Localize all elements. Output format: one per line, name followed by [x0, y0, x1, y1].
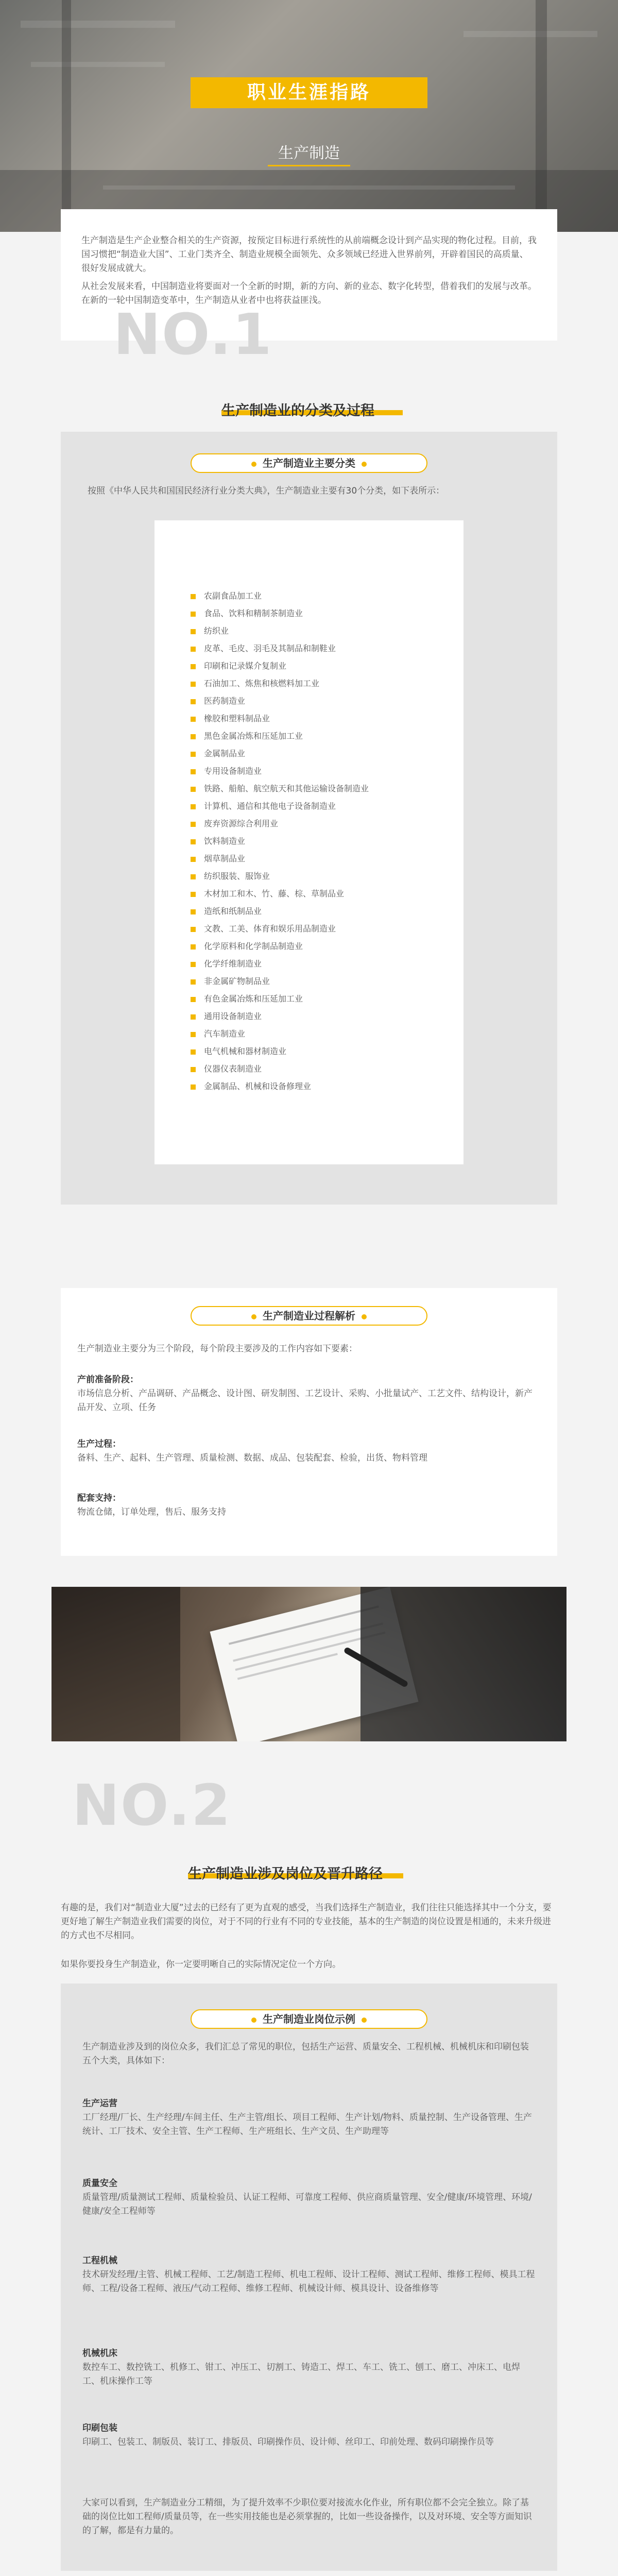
category-label: 铁路、船舶、航空航天和其他运输设备制造业	[204, 784, 369, 793]
category-label: 石油加工、炼焦和核燃料加工业	[204, 679, 320, 688]
category-item	[191, 1025, 458, 1043]
contract-photo	[52, 1587, 566, 1741]
category-label: 饮料制造业	[204, 836, 246, 846]
category-item	[191, 622, 458, 640]
square-bullet-icon	[191, 699, 196, 704]
category-label: 文教、工美、体育和娱乐用品制造业	[204, 924, 336, 934]
category-label: 专用设备制造业	[204, 766, 262, 776]
job-group	[82, 2254, 536, 2296]
category-label: 金属制品、机械和设备修理业	[204, 1081, 312, 1091]
square-bullet-icon	[191, 682, 196, 687]
category-label: 非金属矿物制品业	[204, 976, 270, 986]
square-bullet-icon	[191, 1014, 196, 1020]
category-item	[191, 1043, 458, 1060]
job-group-text: 工厂经理/厂长、生产经理/车间主任、生产主管/组长、项目工程师、生产计划/物料、质量控制、生产设备管理、生产统计、工厂技术、安全主管、生产工程师、生产班组长、生产文员、生产助理等	[82, 2112, 532, 2137]
square-bullet-icon	[191, 874, 196, 879]
subsection-pill	[191, 2009, 427, 2029]
dot-icon	[362, 462, 367, 467]
square-bullet-icon	[191, 629, 196, 634]
square-bullet-icon	[191, 804, 196, 809]
hero-subtitle: 生产制造	[278, 144, 340, 162]
category-label: 烟草制品业	[204, 854, 246, 863]
square-bullet-icon	[191, 752, 196, 757]
category-label: 农副食品加工业	[204, 591, 262, 601]
job-group	[82, 2177, 536, 2218]
job-group-title: 印刷包装	[82, 2423, 117, 2433]
square-bullet-icon	[191, 717, 196, 722]
square-bullet-icon	[191, 892, 196, 897]
square-bullet-icon	[191, 1084, 196, 1090]
category-item	[191, 938, 458, 955]
dot-icon	[251, 2018, 256, 2023]
pill-label: 生产制造业岗位示例	[263, 2013, 355, 2025]
hero-subtitle-underline	[268, 165, 350, 166]
square-bullet-icon	[191, 944, 196, 950]
category-item	[191, 587, 458, 605]
stage-title: 产前准备阶段：	[77, 1375, 139, 1385]
person-left	[52, 1587, 180, 1741]
category-label: 废弃资源综合利用业	[204, 819, 279, 828]
category-item	[191, 973, 458, 990]
job-group-title: 工程机械	[82, 2256, 117, 2266]
category-item	[191, 920, 458, 938]
dot-icon	[362, 2018, 367, 2023]
category-label: 皮革、毛皮、羽毛及其制品和制鞋业	[204, 643, 336, 653]
person-suit	[360, 1587, 566, 1741]
job-group-title: 机械机床	[82, 2348, 117, 2359]
intro-paragraph: 从社会发展来看，中国制造业将要面对一个全新的时期，新的方向、新的业态、数字化转型，借着我们的发展与改革。在新的一轮中国制造变革中，生产制造从业者中也将获益匪浅。	[81, 281, 537, 306]
square-bullet-icon	[191, 647, 196, 652]
subsection-pill	[191, 453, 427, 473]
category-item	[191, 868, 458, 885]
category-item	[191, 815, 458, 833]
category-item	[191, 780, 458, 798]
job-group-title: 生产运营	[82, 2098, 117, 2109]
process-stage	[77, 1437, 541, 1465]
category-label: 造纸和纸制品业	[204, 906, 262, 916]
pill-label: 生产制造业过程解析	[263, 1310, 355, 1322]
square-bullet-icon	[191, 769, 196, 774]
category-item	[191, 710, 458, 727]
category-label: 木材加工和木、竹、藤、棕、草制品业	[204, 889, 345, 899]
category-item	[191, 675, 458, 692]
square-bullet-icon	[191, 664, 196, 669]
category-label: 电气机械和器材制造业	[204, 1046, 287, 1056]
category-item	[191, 657, 458, 675]
square-bullet-icon	[191, 1067, 196, 1072]
category-label: 黑色金属冶炼和压延加工业	[204, 731, 303, 741]
category-label: 橡胶和塑料制品业	[204, 714, 270, 723]
dot-icon	[251, 462, 256, 467]
square-bullet-icon	[191, 594, 196, 599]
hero-title: 职业生涯指路	[247, 82, 371, 103]
square-bullet-icon	[191, 839, 196, 844]
square-bullet-icon	[191, 997, 196, 1002]
section2-lead: 有趣的是，我们对“制造业大厦”过去的已经有了更为直观的感受，当我们选择生产制造业，我们往往只能选择其中一个分支，要更好地了解生产制造业我们需要的岗位，对于不同的行业有不同的专业技能，基本的生产制造的岗位设置是相通的，未来升级进的方式也不尽相同。	[61, 1903, 552, 1941]
category-label: 化学纤维制造业	[204, 959, 262, 969]
category-label: 汽车制造业	[204, 1029, 246, 1039]
category-item	[191, 640, 458, 657]
square-bullet-icon	[191, 909, 196, 914]
square-bullet-icon	[191, 962, 196, 967]
category-item	[191, 692, 458, 710]
category-item	[191, 955, 458, 973]
category-label: 有色金属冶炼和压延加工业	[204, 994, 303, 1004]
subsection-pill	[191, 1306, 427, 1326]
category-label: 纺织业	[204, 626, 229, 636]
stage-title: 配套支持：	[77, 1493, 121, 1503]
square-bullet-icon	[191, 927, 196, 932]
job-group-text: 印刷工、包装工、制版员、装订工、排版员、印刷操作员、设计师、丝印工、印前处理、数码印刷操作员等	[82, 2437, 494, 2447]
square-bullet-icon	[191, 787, 196, 792]
dot-icon	[362, 1314, 367, 1319]
category-item	[191, 727, 458, 745]
category-label: 化学原料和化学制品制造业	[204, 941, 303, 951]
intro-paragraph: 生产制造是生产企业整合相关的生产资源，按预定目标进行系统性的从前端概念设计到产品实现的物化过程。目前，我国习惯把“制造业大国”、工业门类齐全、制造业规模全面领先、众多领域已经进入世界前列，开辟着国民的高质量、很好发展成就大。	[81, 235, 537, 274]
category-item	[191, 1078, 458, 1095]
category-item	[191, 745, 458, 762]
category-list	[191, 587, 458, 1095]
category-label: 通用设备制造业	[204, 1011, 262, 1021]
square-bullet-icon	[191, 979, 196, 985]
category-item	[191, 833, 458, 850]
process-stage	[77, 1373, 541, 1415]
category-label: 纺织服装、服饰业	[204, 871, 270, 881]
stage-title: 生产过程：	[77, 1439, 121, 1449]
category-label: 食品、饮料和精制茶制造业	[204, 608, 303, 618]
dot-icon	[251, 1314, 256, 1319]
stage-text: 物流仓储，订单处理，售后、服务支持	[77, 1507, 226, 1517]
category-item	[191, 850, 458, 868]
square-bullet-icon	[191, 857, 196, 862]
category-label: 计算机、通信和其他电子设备制造业	[204, 801, 336, 811]
process-stage	[77, 1492, 541, 1519]
job-group-title: 质量安全	[82, 2178, 117, 2189]
square-bullet-icon	[191, 822, 196, 827]
category-label: 金属制品业	[204, 749, 246, 758]
section-title: 生产制造业涉及岗位及晋升路径	[188, 1866, 383, 1882]
stage-text: 市场信息分析、产品调研、产品概念、设计图、研发制图、工艺设计、采购、小批量试产、工艺文件、结构设计，新产品开发、立项、任务	[77, 1388, 533, 1413]
square-bullet-icon	[191, 612, 196, 617]
section-number: NO.2	[72, 1772, 232, 1838]
job-group	[82, 2347, 536, 2388]
job-group-text: 质量管理/质量测试工程师、质量检验员、认证工程师、可靠度工程师、供应商质量管理、安全/健康/环境管理、环境/健康/安全工程师等	[82, 2192, 532, 2216]
category-item	[191, 762, 458, 780]
hero-banner-image	[0, 0, 618, 232]
category-item	[191, 990, 458, 1008]
section-number: NO.1	[113, 301, 273, 367]
category-item	[191, 605, 458, 622]
category-item	[191, 798, 458, 815]
stage-text: 备料、生产、起料、生产管理、质量检测、数据、成品、包装配套、检验，出货、物料管理	[77, 1453, 427, 1463]
job-group	[82, 2421, 536, 2449]
jobs-intro: 生产制造业涉及到的岗位众多，我们汇总了常见的职位，包括生产运营、质量安全、工程机械、机械机床和印刷包装五个大类，具体如下：	[82, 2042, 529, 2066]
square-bullet-icon	[191, 1032, 196, 1037]
process-intro: 生产制造业主要分为三个阶段，每个阶段主要涉及的工作内容如下要素：	[77, 1344, 357, 1354]
category-item	[191, 1060, 458, 1078]
category-label: 仪器仪表制造业	[204, 1064, 262, 1074]
category-item	[191, 903, 458, 920]
job-group-text: 技术研发经理/主管、机械工程师、工艺/制造工程师、机电工程师、设计工程师、测试工程师、维修工程师、模具工程师、工程/设备工程师、液压/气动工程师、维修工程师、机械设计师、模具设计、设备维修等	[82, 2269, 535, 2294]
category-label: 医药制造业	[204, 696, 246, 706]
section-title: 生产制造业的分类及过程	[221, 403, 374, 419]
square-bullet-icon	[191, 1049, 196, 1055]
pill-label: 生产制造业主要分类	[263, 457, 355, 469]
category-label: 印刷和记录媒介复制业	[204, 661, 287, 671]
job-group-text: 数控车工、数控铣工、机修工、钳工、冲压工、切割工、铸造工、焊工、车工、铣工、刨工、磨工、冲床工、电焊工、机床操作工等	[82, 2362, 520, 2386]
section2-lead: 如果你要投身生产制造业，你一定要明晰自己的实际情况定位一个方向。	[61, 1959, 341, 1970]
category-item	[191, 885, 458, 903]
jobs-note: 大家可以看到，生产制造业分工精细，为了提升效率不少职位要对接流水化作业，所有职位都不会完全独立。除了基础的岗位比如工程师/质量员等，在一些实用技能也是必须掌握的，比如一些设备操作，以及对环境、安全等方面知识的了解，都是有力量的。	[82, 2498, 532, 2536]
job-group	[82, 2097, 536, 2139]
category-lead: 按照《中华人民共和国国民经济行业分类大典》，生产制造业主要有30个分类，如下表所示：	[88, 486, 445, 496]
square-bullet-icon	[191, 734, 196, 739]
hero-title-banner	[191, 77, 427, 108]
category-item	[191, 1008, 458, 1025]
